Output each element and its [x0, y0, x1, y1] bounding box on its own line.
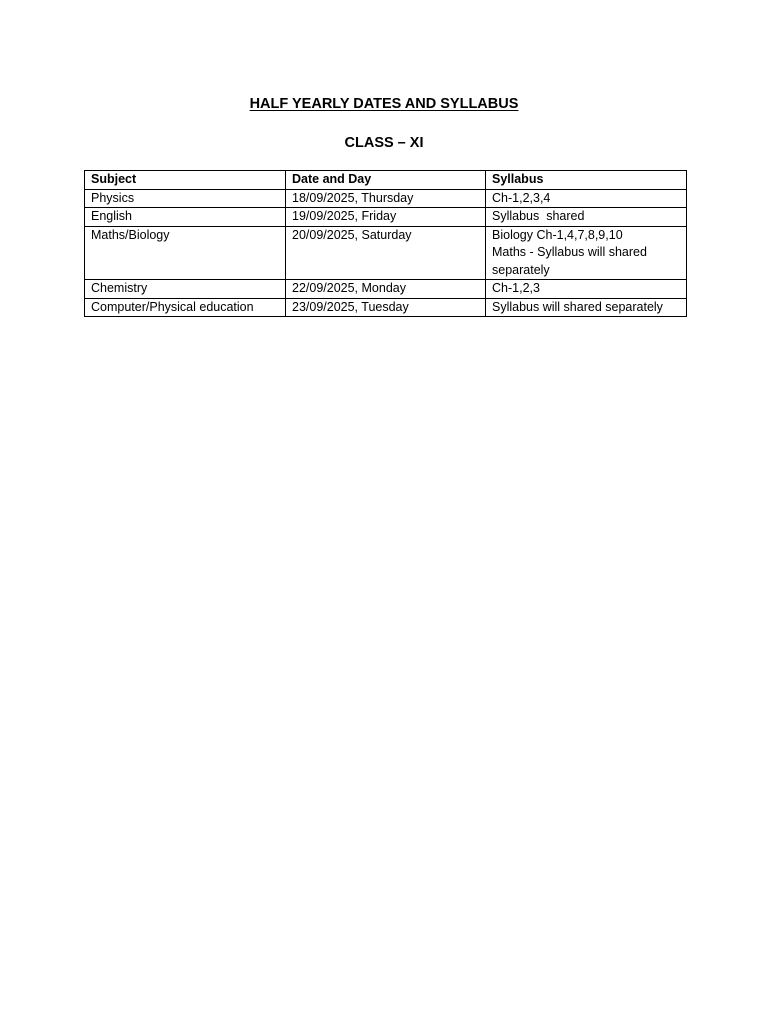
class-heading: CLASS – XI: [344, 135, 424, 151]
table-row: [85, 298, 687, 317]
cell-date: 20/09/2025, Saturday: [286, 226, 486, 280]
exam-schedule-table: [84, 170, 687, 317]
header-date-and-day: Date and Day: [286, 171, 486, 190]
syllabus-line: Syllabus shared: [492, 209, 585, 223]
cell-syllabus: [486, 189, 687, 208]
cell-syllabus: [486, 226, 687, 280]
cell-date: 22/09/2025, Monday: [286, 280, 486, 299]
syllabus-line: Ch-1,2,3,4: [492, 190, 551, 205]
cell-subject: English: [85, 208, 286, 227]
document-title: [0, 95, 768, 113]
cell-syllabus: [486, 280, 687, 299]
syllabus-line: Syllabus will shared separately: [492, 299, 663, 314]
syllabus-line: separately: [492, 262, 550, 277]
cell-syllabus: [486, 208, 687, 227]
cell-date: 23/09/2025, Tuesday: [286, 298, 486, 317]
cell-date: 18/09/2025, Thursday: [286, 189, 486, 208]
table-header-row: [85, 171, 687, 190]
syllabus-line: Biology Ch-1,4,7,8,9,10: [492, 227, 623, 242]
header-syllabus: Syllabus: [486, 171, 687, 190]
syllabus-line: Maths - Syllabus will shared: [492, 245, 647, 259]
cell-subject: Physics: [85, 189, 286, 208]
syllabus-line: Ch-1,2,3: [492, 281, 540, 295]
cell-subject: Computer/Physical education: [85, 298, 286, 317]
cell-subject: Chemistry: [85, 280, 286, 299]
cell-subject: Maths/Biology: [85, 226, 286, 280]
document-title-text: HALF YEARLY DATES AND SYLLABUS: [249, 96, 519, 112]
table-row: [85, 189, 687, 208]
header-subject: Subject: [85, 171, 286, 190]
table-row: [85, 226, 687, 280]
cell-syllabus: [486, 298, 687, 317]
table-row: [85, 208, 687, 227]
cell-date: 19/09/2025, Friday: [286, 208, 486, 227]
table-row: [85, 280, 687, 299]
